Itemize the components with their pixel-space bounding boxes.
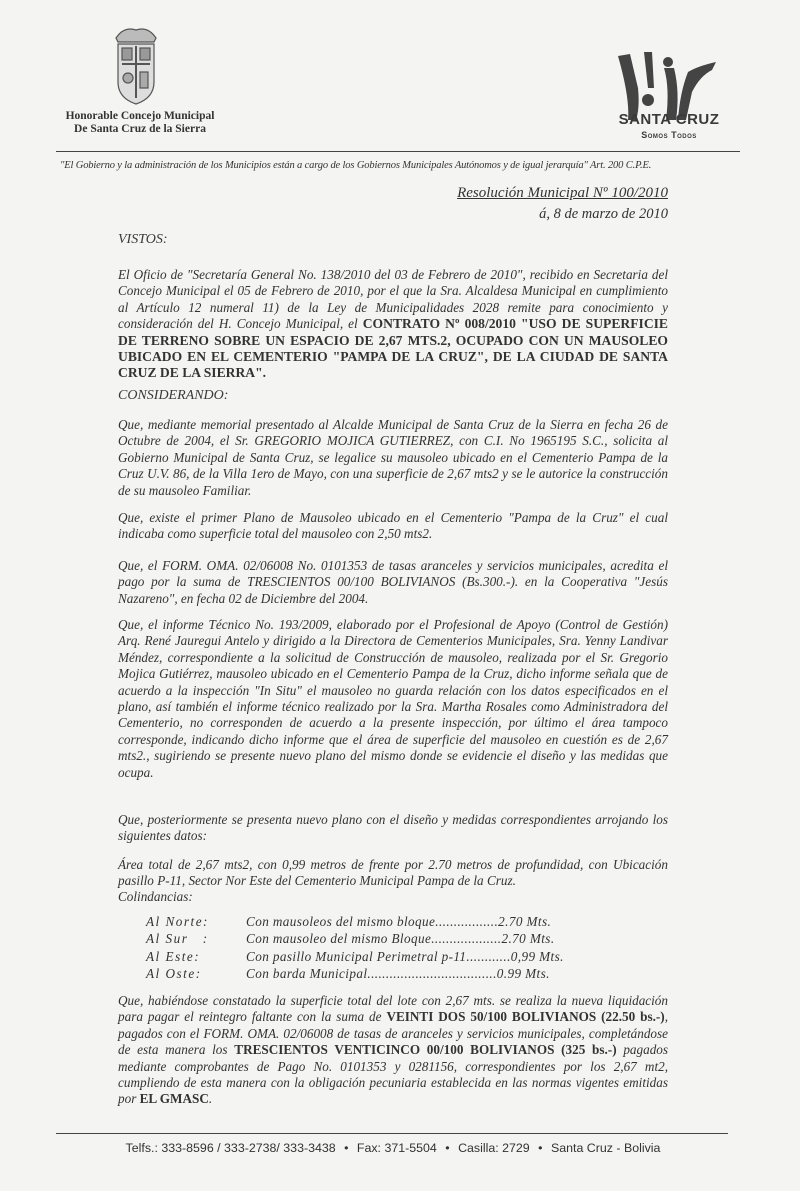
vistos-heading: VISTOS: [118, 232, 168, 247]
resolution-title: Resolución Municipal Nº 100/2010 [457, 185, 668, 201]
vistos-text: El Oficio de "Secretaría General No. 138/2010 del 03 de Febrero de 2010", recibido en Secretaria del Concejo Municipal el 05 de Febrero de 2010, por el que la Sra. Alcaldesa Municipal en cumplimiento al Artículo 12 numeral 11) de la Ley de Municipalidades 2028 remite para conocimiento y consideración del H. Concejo Municipal, el [118, 267, 668, 332]
boundary-row [146, 931, 616, 948]
boundary-text: Con mausoleo del mismo Bloque...................2.70 Mts. [246, 931, 555, 947]
vistos-paragraph [118, 267, 668, 382]
footer-mailbox: Casilla: 2729 [458, 1141, 530, 1155]
considerando-heading: CONSIDERANDO: [118, 388, 229, 403]
considerando-paragraph-6: Área total de 2,67 mts2, con 0,99 metros de frente por 2.70 metros de profundidad, con Ubicación pasillo P-11, Sector Nor Este del Cementerio Municipal Pampa de la Cruz. [118, 857, 668, 889]
considerando-paragraph-5: Que, posteriormente se presenta nuevo plano con el diseño y medidas correspondientes arrojando los siguientes datos: [118, 812, 668, 844]
contract-title: CONTRATO Nº 008/2010 "USO DE SUPERFICIE DE TERRENO SOBRE UN ESPACIO DE 2,67 MTS.2, OCUPADO CON UN MAUSOLEO UBICADO EN EL CEMENTERIO "PAMPA DE LA CRUZ", DE LA CIUDAD DE SANTA CRUZ DE LA SIERRA". [118, 316, 668, 381]
final-text-1: Que, habiéndose constatado la superficie total del lote con 2,67 mts. se realiza la nueva liquidación para pagar el reintegro faltante con la suma de [118, 993, 668, 1025]
considerando-paragraph-2: Que, existe el primer Plano de Mausoleo ubicado en el Cementerio "Pampa de la Cruz" el cual indicaba como superficie total del mausoleo con 2,50 mts2. [118, 510, 668, 542]
resolution-date: á, 8 de marzo de 2010 [539, 206, 668, 222]
final-text-4: . [208, 1091, 213, 1107]
council-name [30, 110, 250, 136]
council-name-line1: Honorable Concejo Municipal [65, 110, 215, 122]
boundary-label: Al Este: [146, 948, 201, 964]
header-divider [56, 151, 740, 152]
coat-of-arms-icon [104, 24, 168, 110]
boundary-text: Con mausoleos del mismo bloque.................2.70 Mts. [246, 914, 552, 929]
footer-separator: • [445, 1141, 450, 1155]
footer-fax: Fax: 371-5504 [356, 1141, 437, 1155]
final-amount-2: TRESCIENTOS VENTICINCO 00/100 BOLIVIANOS (325 bs.-) [234, 1042, 617, 1058]
final-paragraph [118, 993, 668, 1108]
boundary-label: Al Norte: [146, 914, 209, 929]
boundary-row [146, 914, 616, 931]
considerando-paragraph-1: Que, mediante memorial presentado al Alcalde Municipal de Santa Cruz de la Sierra en fecha 26 de Octubre de 2004, el Sr. GREGORIO MOJICA GUTIERREZ, con C.I. No 1965195 S.C., solicita al Gobierno Municipal de Santa Cruz, se legalice su mausoleo ubicado en el Cementerio Pampa de la Cruz U.V. 86, de la Villa 1ero de Mayo, con una superficie de 2,67 mts2 y se le autorice la construcción de su mausoleo Familiar. [118, 417, 668, 498]
boundary-label: Al Oste: [146, 966, 202, 982]
boundary-text: Con barda Municipal...................................0.99 Mts. [246, 966, 550, 982]
considerando-paragraph-3: Que, el FORM. OMA. 02/06008 No. 0101353 de tasas aranceles y servicios municipales, acredita el pago por la suma de TRESCIENTOS 00/100 BOLIVIANOS (Bs.300.-). en la Cooperativa "Jesús Nazareno", en fecha 02 de Diciembre del 2004. [118, 558, 668, 606]
considerando-paragraph-4: Que, el informe Técnico No. 193/2009, elaborado por el Profesional de Apoyo (Control de Gestión) Arq. René Jauregui Antelo y dirigido a la Directora de Cementerios Municipales, Sra. Yenny Landivar Méndez, correspondiente a la solicitud de Construcción de mausoleo, realizada por el Sr. Gregorio Mojica Gutiérrez, mausoleo ubicado en el Cementerio Pampa de la Cruz, dicho informe señala que de acuerdo a la inspección "In Situ" el mausoleo no guarda relación con los datos especificados en el plano, así también el informe técnico realizado por la Sra. Martha Rosales como Administradora del Cementerio, no corresponden de acuerdo a la presente inspección, por último el área tampoco corresponde, indicando dicho informe que el área de superficie del mausoleo en cuestión es de 2,67 mts2., sugiriendo se presente nuevo plano del mismo donde se evidencie el diseño y las medidas que ocupa. [118, 617, 668, 780]
boundaries-list [146, 914, 616, 984]
council-name-line2: De Santa Cruz de la Sierra [74, 123, 206, 135]
boundary-row [146, 949, 616, 966]
footer-contact [60, 1141, 726, 1155]
logo-name: SANTA CRUZ [618, 111, 720, 128]
final-text-2: , pagados con el FORM. OMA. 02/06008 de tasas de aranceles y servicios municipales, completándose de esta manera los [118, 1009, 668, 1058]
logo-tagline: Somos Todos [641, 130, 697, 140]
final-entity: EL GMASC [139, 1091, 209, 1107]
boundary-row [146, 966, 616, 983]
footer-separator: • [344, 1141, 349, 1155]
final-text-3: pagados mediante comprobantes de Pago No. 0101353 y 0281156, correspondientes por los 2,67 mt2, cumpliendo de esta manera con la obligación pecuniaria establecida en las normas vigentes emitidas por [118, 1042, 669, 1107]
constitution-quote: "El Gobierno y la administración de los Municipios están a cargo de los Gobiernos Municipales Autónomos y de igual jerarquía" Art. 200 C.P.E. [60, 160, 652, 171]
footer-phones: Telfs.: 333-8596 / 333-2738/ 333-3438 [125, 1141, 336, 1155]
footer-divider [56, 1133, 728, 1134]
boundary-text: Con pasillo Municipal Perimetral p-11............0,99 Mts. [246, 948, 564, 964]
footer-separator: • [538, 1141, 543, 1155]
footer-city: Santa Cruz - Bolivia [550, 1141, 661, 1155]
colindancias-label: Colindancias: [118, 889, 193, 904]
boundary-label: Al Sur : [146, 931, 209, 947]
final-amount-1: VEINTI DOS 50/100 BOLIVIANOS (22.50 bs.-) [386, 1009, 665, 1025]
